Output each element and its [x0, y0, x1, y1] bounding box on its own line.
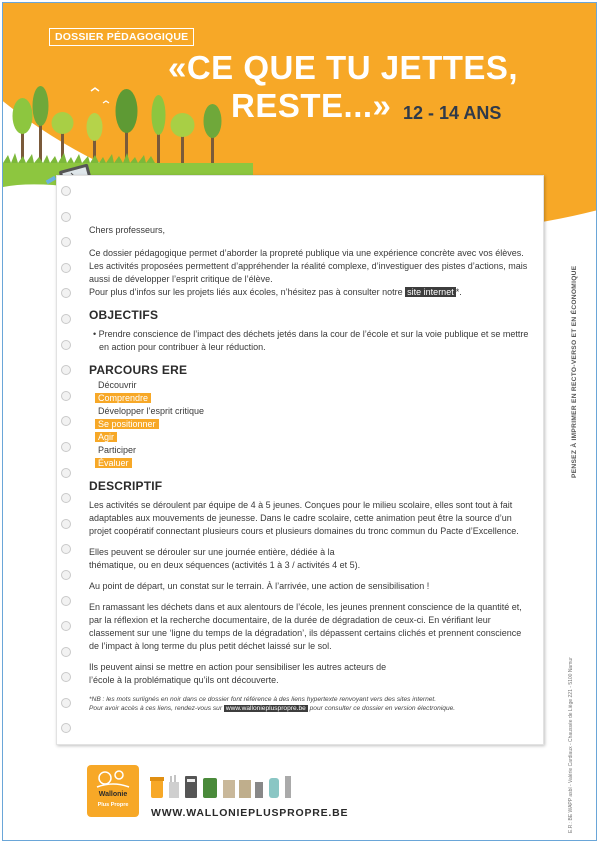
- print-advice: PENSEZ À IMPRIMER EN RECTO-VERSO ET EN ÉCONOMIQUE: [571, 265, 578, 478]
- tree-icon: [152, 95, 166, 166]
- bin-icon: [223, 780, 235, 798]
- paper-sheet: [56, 175, 544, 745]
- age-range: 12 - 14 ANS: [403, 103, 502, 123]
- tree-icon: [13, 98, 33, 163]
- parcours-item: Se positionner: [95, 418, 529, 431]
- tree-icon: [33, 86, 49, 163]
- tree-icon: [204, 104, 222, 167]
- title-line-1: «CE QUE TU JETTES,: [168, 49, 519, 86]
- parcours-item: Comprendre: [95, 392, 529, 405]
- parcours-item: Développer l’esprit critique: [98, 406, 205, 416]
- bird-icon: [103, 101, 109, 103]
- bin-icon: [255, 782, 263, 798]
- waste-bins-illustration: [149, 772, 329, 800]
- footnote-line-1: *NB : les mots surlignés en noir dans ce dossier font référence à des liens hypertexte renvoyant vers des sites internet.: [89, 696, 437, 703]
- title-line-2: RESTE...»: [231, 87, 392, 124]
- logo-mascot-icon: [87, 765, 139, 791]
- parcours-item: Agir: [95, 431, 529, 444]
- legal-mention: E.R.: BE WAPP asbl - Valérie Cardiaux - Chaussée de Liège 221 - 5100 Namur: [568, 657, 574, 833]
- bin-icon: [269, 778, 279, 798]
- bin-icon: [185, 776, 197, 798]
- footnote: [89, 695, 529, 713]
- descriptif-title: DESCRIPTIF: [89, 479, 163, 493]
- objectifs-title: OBJECTIFS: [89, 308, 159, 322]
- page-frame: [2, 2, 597, 841]
- footnote-link[interactable]: www.walloniepluspropre.be: [225, 705, 306, 712]
- descriptif-paragraph-5: Ils peuvent ainsi se mettre en action pour sensibiliser les autres acteurs de l’école à la problématique qu’ils ont découverte.: [89, 662, 387, 685]
- letter-content: [89, 224, 529, 713]
- wallonie-plus-propre-logo: Wallonie Plus Propre: [87, 765, 139, 817]
- parcours-item: Participer: [98, 445, 137, 455]
- greeting: Chers professeurs,: [89, 225, 166, 235]
- tree-icon: [52, 112, 74, 163]
- bird-icon: [91, 88, 99, 91]
- intro-text: Ce dossier pédagogique permet d’aborder la propreté publique via une expérience concrète avec vos élèves. Les activités proposées permettent d’appréhender la réalité complexe, d’investiguer des pistes d’actions, mais aussi de développer l’esprit critique de l’élève.: [89, 248, 528, 284]
- dossier-tag: DOSSIER PÉDAGOGIQUE: [49, 28, 194, 46]
- footer-url[interactable]: WWW.WALLONIEPLUSPROPRE.BE: [151, 807, 349, 819]
- descriptif-paragraph-4: En ramassant les déchets dans et aux alentours de l’école, les jeunes prennent conscience de la quantité et, par la réflexion et la recherche documentaire, de la durée de dégradation de ceux-ci. En vérifiant leur classement sur une ‘ligne du temps de la dégradation’, ils dépassent certains clichés et prennent conscience de l’impact à long terme du plus petit déchet laissé sur le sol.: [89, 602, 522, 651]
- objectif-item: • Prendre conscience de l’impact des déchets jetés dans la cour de l’école et sur la voie publique et se mettre en action pour contribuer à leur réduction.: [93, 329, 529, 352]
- binder-holes: [61, 186, 73, 749]
- parcours-item: Évaluer: [95, 457, 529, 470]
- parcours-title: PARCOURS ERE: [89, 363, 188, 377]
- more-info: Pour plus d’infos sur les projets liés aux écoles, n’hésitez pas à consulter notre site internet *.: [89, 287, 462, 297]
- parcours-list: [89, 379, 529, 470]
- website-link[interactable]: site internet: [407, 287, 454, 297]
- intro-paragraph: [89, 247, 529, 286]
- descriptif-paragraph-3: Au point de départ, un constat sur le terrain. À l’arrivée, une action de sensibilisation !: [89, 581, 430, 591]
- bin-icon: [169, 775, 179, 798]
- parcours-item: Découvrir: [98, 380, 137, 390]
- bin-icon: [285, 776, 291, 798]
- footnote-line-2: Pour avoir accès à ces liens, rendez-vous sur www.walloniepluspropre.be pour consulter ce dossier en version électronique.: [89, 705, 456, 712]
- descriptif-paragraph-1: Les activités se déroulent par équipe de 4 à 5 jeunes. Conçues pour le milieu scolaire, elles sont tout à fait adaptables aux mouvements de jeunesse. Dans le cadre scolaire, cette animation peut être la source d’un projet coopératif connectant plusieurs cours et plusieurs domaines du tronc commun du Pacte d’Excellence.: [89, 500, 519, 536]
- tree-icon: [171, 113, 195, 167]
- descriptif-paragraph-2: Elles peuvent se dérouler sur une journée entière, dédiée à la thématique, ou en deux séquences (activités 1 à 3 / activités 4 et 5).: [89, 547, 361, 570]
- bin-icon: [150, 777, 164, 798]
- bin-icon: [239, 780, 251, 798]
- more-info-text: Pour plus d’infos sur les projets liés aux écoles, n’hésitez pas à consulter notre: [89, 287, 406, 297]
- bin-icon: [203, 778, 217, 798]
